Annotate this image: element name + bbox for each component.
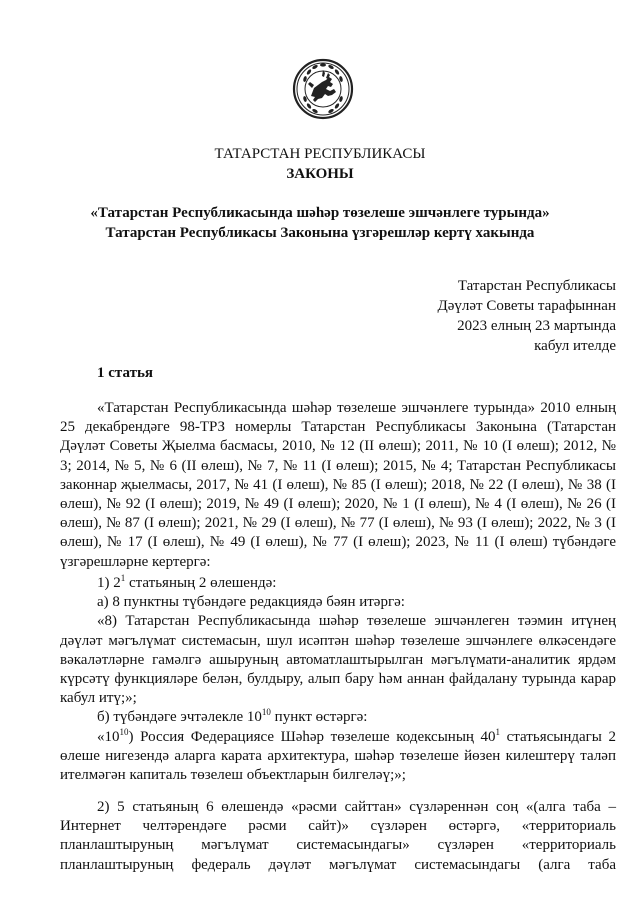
amendment-1a-heading: а) 8 пунктны түбәндәге редакциядә бәян итәргә: xyxy=(97,594,405,611)
amendment-1b-heading: б) түбәндәге эчтәлекле $10^{10}$ пункт өстәргә: xyxy=(97,707,368,726)
adoption-line3: 2023 елның 23 мартында xyxy=(457,318,616,334)
amendment-1a-text: «8) Татарстан Республикасында шәһәр төзелеше эшчәнлеген тәэмин итүнең дәүләт мәгълүмат системасын, шул исәптән шәһәр төзелеше эшчәнлеге өлкәсендәге вәкаләтләрне гамәлгә ашыруның автоматлаштырылган мәгълүмати-аналитик ярдәм күрсәтү функцияләре белән, булдыру, алып бару һәм аннан файдалану турында карар кабул итү;»; xyxy=(60,613,616,707)
law-title-line1: «Татарстан Республикасында шәһәр төзелеше эшчәнлеге турында» xyxy=(90,205,550,221)
amendment-2-line1: 2) 5 статьяның 6 өлешендә «рәсми сайттан» сүзләреннән соң «(алга таба – xyxy=(97,799,616,815)
adoption-line2: Дәүләт Советы тарафыннан xyxy=(437,298,616,314)
amendment-2-line4: планлаштыруның федераль дәүләт мәгълүмат системасындагы (алга таба xyxy=(60,856,616,873)
amendments-block xyxy=(60,574,616,785)
article-heading: 1 статья xyxy=(97,365,153,381)
amendment-2-block xyxy=(60,798,616,875)
amendment-2-line2: Интернет челтәрендәге рәсми сайт)» сүзләрен өстәргә, «территориаль xyxy=(60,818,616,835)
law-title-line2: Татарстан Республикасы Законына үзгәрешләр кертү хакында xyxy=(105,225,535,241)
republic-heading: ТАТАРСТАН РЕСПУБЛИКАСЫ xyxy=(214,146,426,162)
adoption-block xyxy=(380,276,616,356)
amendment-1-heading: 1) $2^1$ статьяның 2 өлешендә: xyxy=(97,573,277,591)
tatarstan-emblem-icon xyxy=(292,58,354,120)
article-intro-paragraph: «Татарстан Республикасында шәһәр төзелеше эшчәнлеге турында» 2010 елның 25 декабрендәге 98-ТРЗ номерлы Татарстан Республикасы Законына (Татарстан Дәүләт Советы Җыелма басмасы, 2010, № 12 (II өлеш); 2011, № 10 (I өлеш); 2012, № 3; 2014, № 5, № 6 (II өлеш), № 7, № 11 (I өлеш); 2015, № 4; Татарстан Республикасы законнар җыелмасы, 2017, № 41 (I өлеш), № 85 (I өлеш); 2018, № 22 (I өлеш), № 38 (I өлеш), № 92 (I өлеш); 2019, № 49 (I өлеш); 2020, № 1 (I өлеш), № 4 (I өлеш), № 26 (I өлеш), № 87 (I өлеш); 2021, № 29 (I өлеш), № 77 (I өлеш), № 93 (I өлеш); 2022, № 3 (I өлеш), № 17 (I өлеш), № 49 (I өлеш), № 77 (I өлеш); 2023, № 11 (I өлеш) түбәндәге үзгәрешләрне кертергә: xyxy=(60,400,616,570)
article-body xyxy=(60,399,616,572)
adoption-line1: Татарстан Республикасы xyxy=(457,278,616,294)
adoption-line4: кабул ителде xyxy=(534,338,616,354)
amendment-1b-text: «$10^{10}$) Россия Федерациясе Шәһәр төзелеше кодексының $40^1$ статьясындагы 2 өлеше нигезендә аларга карата архитектура, шәһәр төзелеше йөзен килештерү таләп ителмәгән капиталь төзелеш объектларын билгеләү;»; xyxy=(60,726,616,784)
law-heading: ЗАКОНЫ xyxy=(286,166,354,182)
amendment-2-line3: планлаштыруның мәгълүмат системасындагы» сүзләрен «территориаль xyxy=(60,837,616,854)
